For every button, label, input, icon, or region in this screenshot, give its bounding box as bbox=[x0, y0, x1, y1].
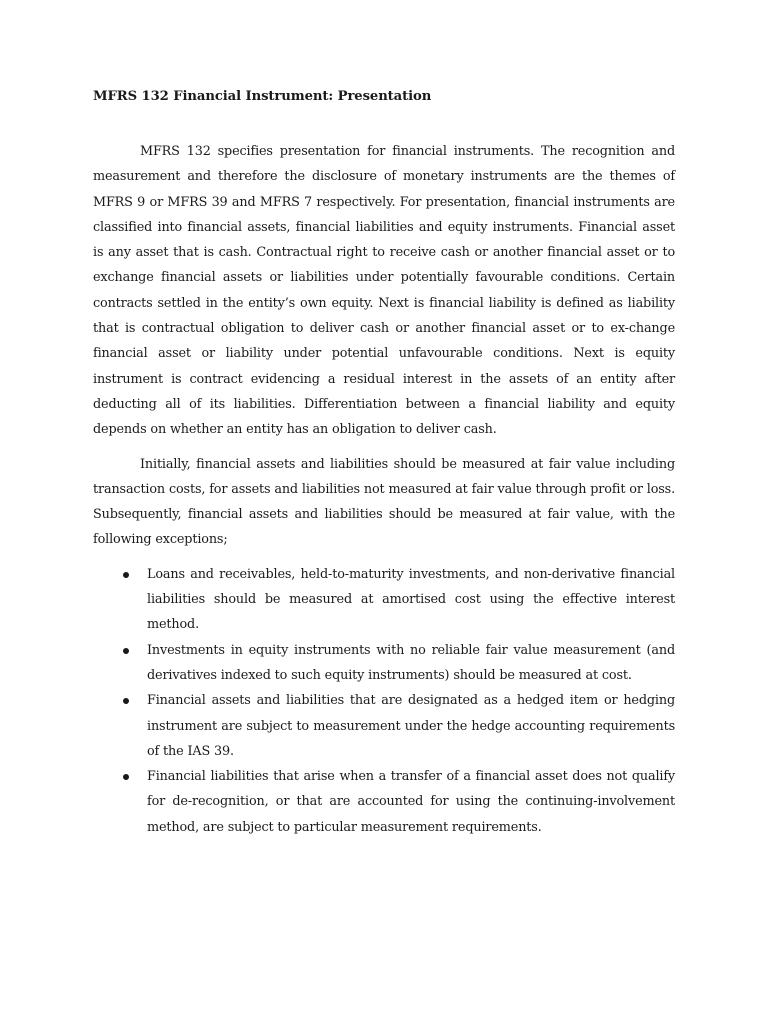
list-item-text: Financial assets and liabilities that are designated as a hedged item or hedging instrument are subject to measurement under the hedge accounting requirements of the IAS 39. bbox=[147, 693, 675, 759]
list-item-text: Financial liabilities that arise when a transfer of a financial asset does not qualify for de-recognition, or that are accounted for using the continuing-involvement method, are subject to particular measurement requirements. bbox=[147, 769, 675, 835]
list-item bbox=[93, 562, 675, 638]
paragraph-presentation-overview: MFRS 132 specifies presentation for financial instruments. The recognition and measurement and therefore the disclosure of monetary instruments are the themes of MFRS 9 or MFRS 39 and MFRS 7 respectively. For presentation, financial instruments are classified into financial assets, financial liabilities and equity instruments. Financial asset is any asset that is cash. Contractual right to receive cash or another financial asset or to exchange financial assets or liabilities under potentially favourable conditions. Certain contracts settled in the entity’s own equity. Next is financial liability is defined as liability that is contractual obligation to deliver cash or another financial asset or to ex-change financial asset or liability under potential unfavourable conditions. Next is equity instrument is contract evidencing a residual interest in the assets of an entity after deducting all of its liabilities. Differentiation between a financial liability and equity depends on whether an entity has an obligation to deliver cash. bbox=[93, 144, 675, 438]
exceptions-list bbox=[93, 562, 675, 840]
list-item bbox=[93, 688, 675, 764]
bullet-icon bbox=[123, 774, 129, 780]
list-item-text: Loans and receivables, held-to-maturity investments, and non-derivative financial liabilities should be measured at amortised cost using the effective interest method. bbox=[147, 566, 675, 633]
document-title: MFRS 132 Financial Instrument: Presentation bbox=[93, 89, 432, 104]
list-item-text: Investments in equity instruments with no reliable fair value measurement (and derivatives indexed to such equity instruments) should be measured at cost. bbox=[147, 642, 675, 683]
list-item bbox=[93, 764, 675, 840]
paragraph-measurement: Initially, financial assets and liabilities should be measured at fair value including transaction costs, for assets and liabilities not measured at fair value through profit or loss. Subsequently, financial assets and liabilities should be measured at fair value, with the following exceptions; bbox=[93, 456, 675, 548]
bullet-icon bbox=[123, 648, 129, 654]
bullet-icon bbox=[123, 698, 129, 704]
document-page bbox=[93, 87, 675, 840]
list-item bbox=[93, 638, 675, 689]
bullet-icon bbox=[123, 572, 129, 578]
